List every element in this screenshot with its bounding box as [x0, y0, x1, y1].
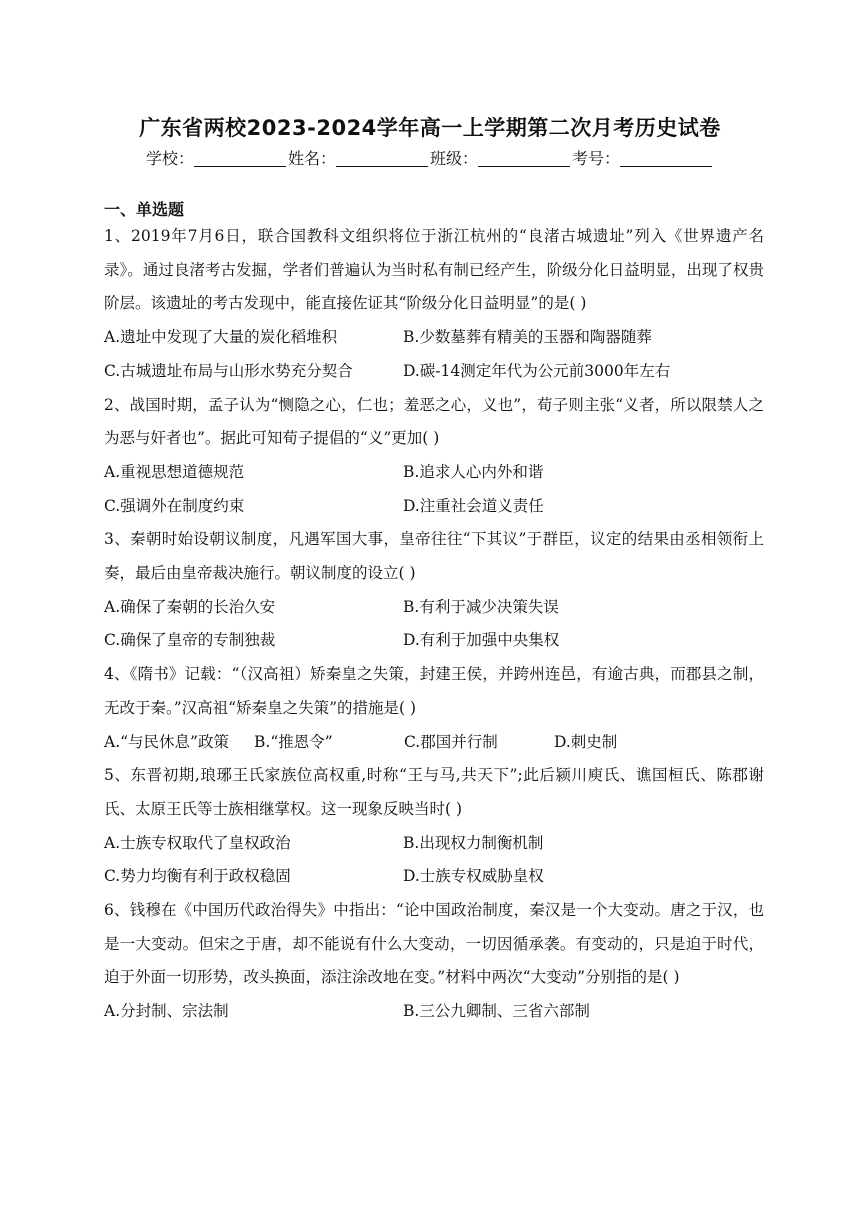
name-label: 姓名： [287, 149, 336, 168]
question-stem: 2、战国时期，孟子认为“恻隐之心，仁也；羞恶之心，义也”，荀子则主张“义者，所以限禁人之为恶与奸者也”。据此可知荀子提倡的“义”更加( ) [104, 395, 764, 448]
question-3 [104, 523, 764, 658]
question-stem: 1、2019年7月6日，联合国教科文组织将位于浙江杭州的“良渚古城遗址”列入《世界遗产名录》。通过良渚考古发掘，学者们普遍认为当时私有制已经产生，阶级分化日益明显，出现了权贵阶层。该遗址的考古发现中，能直接佐证其“阶级分化日益明显”的是( ) [104, 227, 764, 313]
exam-number-blank [620, 150, 712, 167]
class-blank [478, 150, 570, 167]
option-b: B.三公九卿制、三省六部制 [403, 1002, 590, 1021]
option-row [104, 456, 764, 490]
option-a: A.“与民休息”政策 [104, 732, 229, 751]
option-row [104, 355, 764, 389]
question-2 [104, 389, 764, 524]
question-stem: 5、东晋初期,琅琊王氏家族位高权重,时称“王与马,共天下”;此后颍川庾氏、谯国桓氏、陈郡谢氏、太原王氏等士族相继掌权。这一现象反映当时( ) [104, 766, 764, 818]
option-d: D.刺史制 [554, 732, 618, 751]
question-6 [104, 894, 764, 1029]
exam-title: 广东省两校2023-2024学年高一上学期第二次月考历史试卷 [139, 116, 721, 140]
option-d: D.碳-14测定年代为公元前3000年左右 [403, 361, 671, 380]
student-info-line [0, 146, 860, 169]
option-row [104, 624, 764, 658]
option-d: D.注重社会道义责任 [403, 496, 544, 515]
option-c: C.确保了皇帝的专制独裁 [104, 631, 276, 650]
exam-number-label: 考号： [572, 149, 621, 168]
option-c: C.郡国并行制 [404, 732, 498, 751]
option-row [104, 860, 764, 894]
option-row [104, 827, 764, 861]
option-c: C.势力均衡有利于政权稳固 [104, 867, 291, 886]
question-1 [104, 220, 764, 389]
question-stem: 3、秦朝时始设朝议制度，凡遇军国大事，皇帝往往“下其议”于群臣，议定的结果由丞相领衔上奏，最后由皇帝裁决施行。朝议制度的设立( ) [104, 530, 764, 583]
school-label: 学校： [145, 149, 194, 168]
name-blank [336, 150, 428, 167]
option-a: A.分封制、宗法制 [104, 1002, 229, 1021]
option-row [104, 726, 764, 760]
option-a: A.重视思想道德规范 [104, 462, 245, 481]
question-5 [104, 759, 764, 894]
option-row [104, 995, 764, 1029]
question-stem: 6、钱穆在《中国历代政治得失》中指出：“论中国政治制度，秦汉是一个大变动。唐之于汉，也是一大变动。但宋之于唐，却不能说有什么大变动，一切因循承袭。有变动的，只是迫于时代，迫于外面一切形势，改头换面，添注涂改地在变。”材料中两次“大变动”分别指的是( ) [104, 901, 764, 987]
option-a: A.士族专权取代了皇权政治 [104, 833, 291, 852]
school-blank [194, 150, 286, 167]
option-c: C.古城遗址布局与山形水势充分契合 [104, 361, 353, 380]
option-b: B.追求人心内外和谐 [403, 462, 544, 481]
option-b: B.有利于减少决策失误 [403, 597, 559, 616]
question-list [104, 220, 764, 1029]
class-label: 班级： [430, 149, 479, 168]
question-4 [104, 658, 764, 759]
option-b: B.少数墓葬有精美的玉器和陶器随葬 [403, 328, 652, 347]
option-d: D.有利于加强中央集权 [403, 631, 560, 650]
option-row [104, 591, 764, 625]
option-c: C.强调外在制度约束 [104, 496, 245, 515]
option-row [104, 490, 764, 524]
question-stem: 4、《隋书》记载：“（汉高祖）矫秦皇之失策，封建王侯，并跨州连邑，有逾古典，而郡县之制，无改于秦。”汉高祖“矫秦皇之失策”的措施是( ) [104, 665, 764, 717]
option-a: A.遗址中发现了大量的炭化稻堆积 [104, 328, 338, 347]
option-b: B.出现权力制衡机制 [403, 833, 544, 852]
option-b: B.“推恩令” [254, 732, 333, 751]
option-row [104, 321, 764, 355]
section-title: 一、单选题 [104, 200, 185, 219]
option-d: D.士族专权威胁皇权 [403, 867, 544, 886]
option-a: A.确保了秦朝的长治久安 [104, 597, 276, 616]
